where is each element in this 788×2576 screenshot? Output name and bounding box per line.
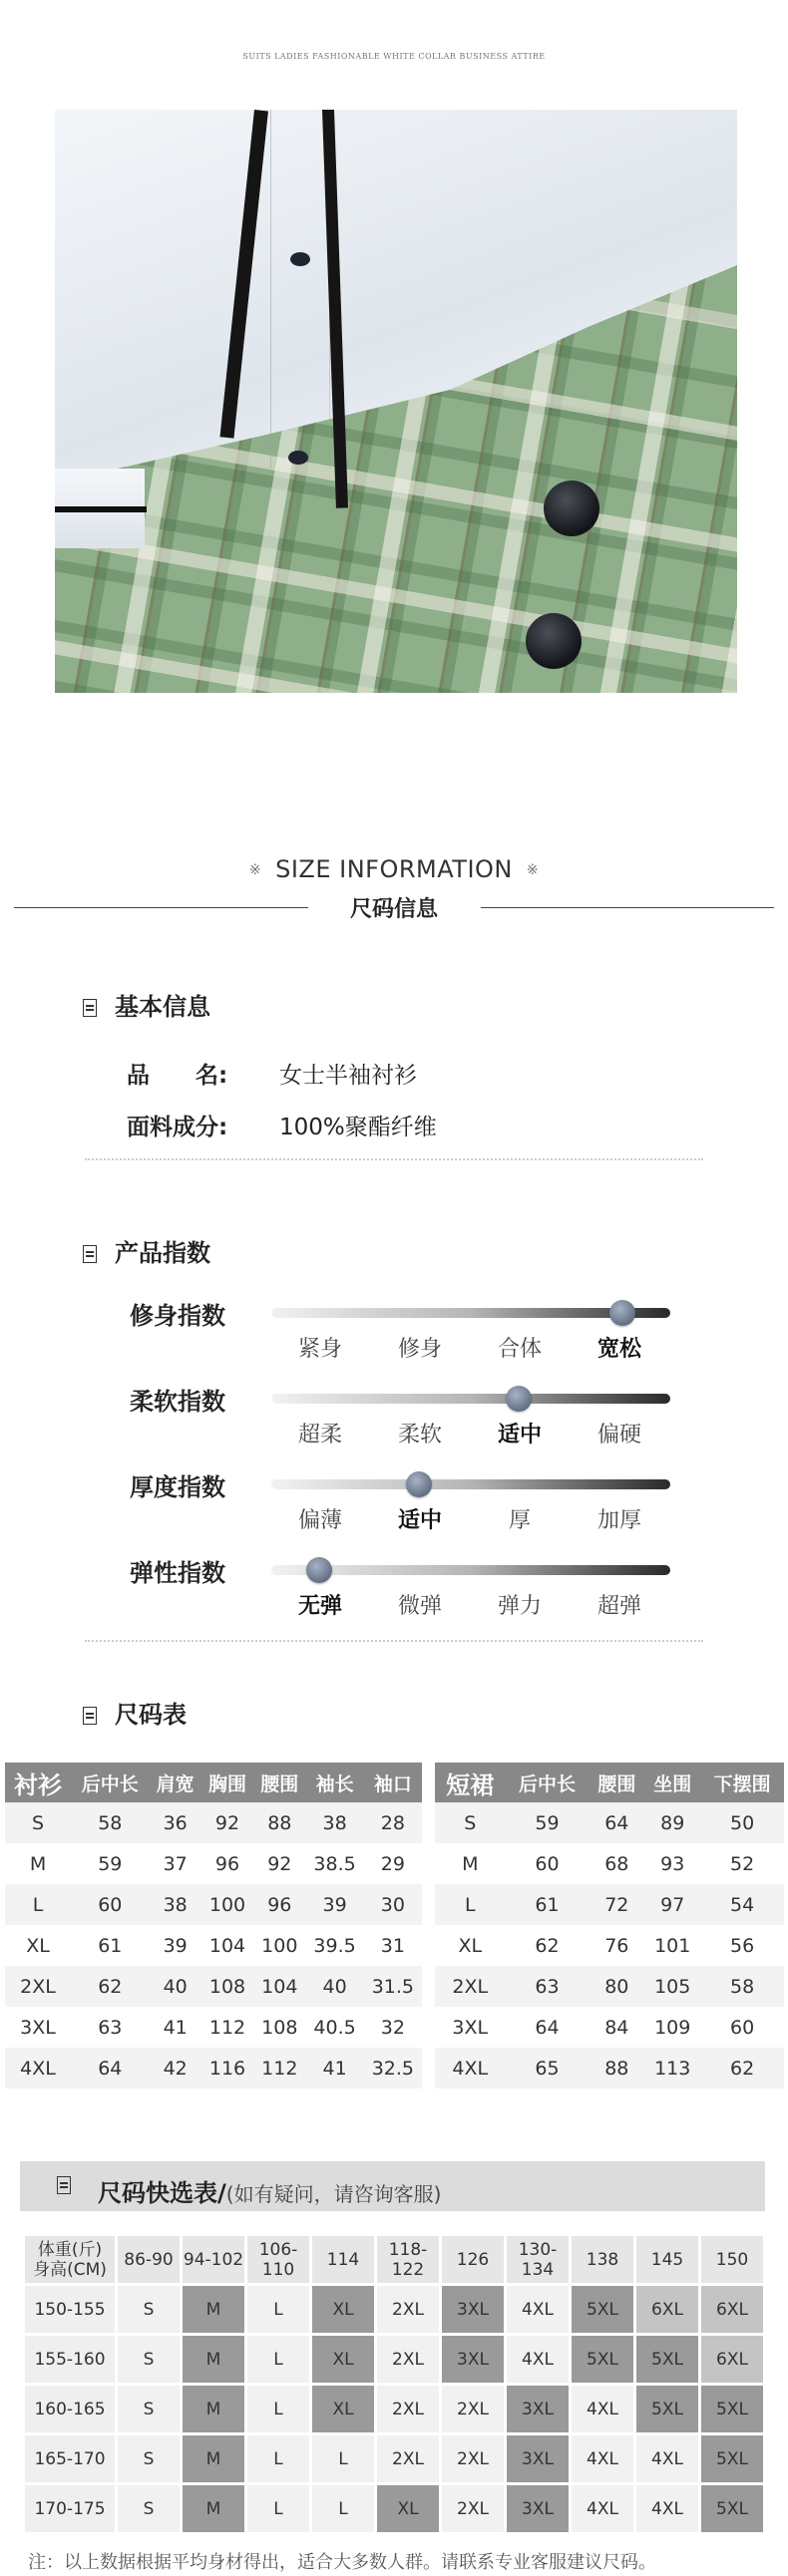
- measure-cell: 68: [589, 1843, 644, 1884]
- index-slider-knob: [306, 1557, 332, 1583]
- recommended-size-cell: 2XL: [377, 2336, 439, 2383]
- table-row: [435, 2048, 784, 2089]
- recommended-size-cell: 6XL: [701, 2336, 763, 2383]
- table-row: [435, 1966, 784, 2007]
- measure-cell: 108: [253, 2007, 305, 2048]
- size-cell: 4XL: [435, 2048, 506, 2089]
- recommended-size-cell: 2XL: [377, 2286, 439, 2333]
- recommended-size-cell: 3XL: [442, 2286, 504, 2333]
- measure-cell: 64: [589, 1802, 644, 1843]
- recommended-size-cell: 4XL: [572, 2435, 633, 2482]
- measure-cell: 39: [305, 1884, 363, 1925]
- table-row: [5, 1843, 422, 1884]
- recommended-size-cell: M: [183, 2336, 244, 2383]
- measure-cell: 28: [364, 1802, 422, 1843]
- measure-cell: 32.5: [364, 2048, 422, 2089]
- height-header: 160-165: [25, 2386, 115, 2432]
- size-cell: XL: [5, 1925, 71, 1966]
- measure-cell: 58: [700, 1966, 784, 2007]
- size-table-header: 腰围: [589, 1763, 644, 1802]
- index-label: 修身指数: [130, 1302, 225, 1330]
- shirt-button: [288, 451, 308, 465]
- size-table-header: 衬衫: [5, 1763, 71, 1802]
- product-photo: [55, 110, 737, 693]
- weight-header: 138: [572, 2236, 633, 2283]
- brand-slogan: SUITS LADIES FASHIONABLE WHITE COLLAR BUSINESS ATTIRE: [242, 52, 546, 61]
- measure-cell: 80: [589, 1966, 644, 2007]
- recommended-size-cell: 6XL: [701, 2286, 763, 2333]
- height-header: 155-160: [25, 2336, 115, 2383]
- recommended-size-cell: 3XL: [442, 2336, 504, 2383]
- recommended-size-cell: M: [183, 2286, 244, 2333]
- table-row: [435, 1843, 784, 1884]
- quick-table-corner: [25, 2236, 115, 2283]
- measure-cell: 109: [644, 2007, 700, 2048]
- recommended-size-cell: 4XL: [572, 2386, 633, 2432]
- measure-cell: 56: [700, 1925, 784, 1966]
- recommended-size-cell: 4XL: [507, 2336, 569, 2383]
- size-cell: XL: [435, 1925, 506, 1966]
- table-row: [25, 2286, 763, 2333]
- size-table-header: 肩宽: [150, 1763, 201, 1802]
- measure-cell: 50: [700, 1802, 784, 1843]
- measure-cell: 29: [364, 1843, 422, 1884]
- recommended-size-cell: 2XL: [442, 2485, 504, 2532]
- size-table-header: 袖长: [305, 1763, 363, 1802]
- measure-cell: 88: [589, 2048, 644, 2089]
- measure-cell: 31.5: [364, 1966, 422, 2007]
- index-tick-label: 加厚: [596, 1508, 641, 1533]
- measure-cell: 104: [201, 1925, 253, 1966]
- size-table-header: 坐围: [644, 1763, 700, 1802]
- recommended-size-cell: 4XL: [507, 2286, 569, 2333]
- shirt-button: [290, 252, 310, 266]
- table-row: [25, 2485, 763, 2532]
- info-value: 100%聚酯纤维: [279, 1115, 437, 1140]
- measure-cell: 100: [253, 1925, 305, 1966]
- measure-cell: 96: [253, 1884, 305, 1925]
- measure-cell: 60: [700, 2007, 784, 2048]
- recommended-size-cell: 3XL: [507, 2485, 569, 2532]
- index-tick-label: 紧身: [297, 1337, 342, 1362]
- measure-cell: 41: [305, 2048, 363, 2089]
- index-slider-knob: [406, 1471, 432, 1497]
- table-row: [5, 1966, 422, 2007]
- recommended-size-cell: S: [118, 2485, 180, 2532]
- shirt-placket: [270, 110, 330, 469]
- measure-cell: 54: [700, 1884, 784, 1925]
- skirt-size-table: [435, 1763, 784, 2089]
- weight-header: 130-134: [507, 2236, 569, 2283]
- table-row: [435, 1925, 784, 1966]
- quick-select-title: 尺码快选表/(如有疑问，请咨询客服): [98, 2179, 442, 2207]
- height-header: 165-170: [25, 2435, 115, 2482]
- measure-cell: 63: [506, 1966, 590, 2007]
- weight-header: 94-102: [183, 2236, 244, 2283]
- dotted-divider: [85, 1640, 703, 1642]
- measure-cell: 31: [364, 1925, 422, 1966]
- recommended-size-cell: S: [118, 2286, 180, 2333]
- index-label: 柔软指数: [130, 1388, 225, 1416]
- recommended-size-cell: 5XL: [636, 2336, 698, 2383]
- table-row: [5, 1802, 422, 1843]
- measure-cell: 41: [150, 2007, 201, 2048]
- recommended-size-cell: 5XL: [636, 2386, 698, 2432]
- recommended-size-cell: S: [118, 2386, 180, 2432]
- table-row: [5, 2007, 422, 2048]
- document-icon: [83, 1707, 97, 1725]
- table-row: [435, 1802, 784, 1843]
- index-label: 弹性指数: [130, 1559, 225, 1587]
- measure-cell: 116: [201, 2048, 253, 2089]
- measure-cell: 88: [253, 1802, 305, 1843]
- measure-cell: 65: [506, 2048, 590, 2089]
- table-row: [435, 2007, 784, 2048]
- star-ornament: ※: [248, 862, 262, 878]
- index-label: 厚度指数: [130, 1473, 225, 1501]
- recommended-size-cell: 2XL: [377, 2435, 439, 2482]
- recommended-size-cell: 3XL: [507, 2435, 569, 2482]
- weight-header: 118-122: [377, 2236, 439, 2283]
- measure-cell: 93: [644, 1843, 700, 1884]
- table-row: [5, 2048, 422, 2089]
- skirt-button: [526, 613, 582, 669]
- index-tick-label: 超弹: [596, 1594, 641, 1619]
- table-row: [5, 1884, 422, 1925]
- measure-cell: 104: [253, 1966, 305, 2007]
- recommended-size-cell: L: [247, 2386, 309, 2432]
- measure-cell: 92: [253, 1843, 305, 1884]
- weight-header: 86-90: [118, 2236, 180, 2283]
- measure-cell: 60: [506, 1843, 590, 1884]
- index-slider-track: [271, 1394, 670, 1404]
- quick-select-note: (如有疑问，请咨询客服): [225, 2182, 442, 2206]
- product-index-heading: 产品指数: [83, 1233, 210, 1268]
- measure-cell: 97: [644, 1884, 700, 1925]
- height-header: 170-175: [25, 2485, 115, 2532]
- measure-cell: 61: [506, 1884, 590, 1925]
- recommended-size-cell: 4XL: [636, 2435, 698, 2482]
- measure-cell: 37: [150, 1843, 201, 1884]
- size-cell: 3XL: [5, 2007, 71, 2048]
- recommended-size-cell: XL: [312, 2286, 374, 2333]
- measure-cell: 40: [150, 1966, 201, 2007]
- recommended-size-cell: 4XL: [572, 2485, 633, 2532]
- index-tick-label: 柔软: [397, 1423, 442, 1448]
- recommended-size-cell: L: [247, 2336, 309, 2383]
- measure-cell: 112: [253, 2048, 305, 2089]
- size-cell: 2XL: [435, 1966, 506, 2007]
- recommended-size-cell: 5XL: [701, 2435, 763, 2482]
- measure-cell: 30: [364, 1884, 422, 1925]
- measure-cell: 58: [71, 1802, 149, 1843]
- measure-cell: 59: [71, 1843, 149, 1884]
- recommended-size-cell: 4XL: [636, 2485, 698, 2532]
- recommended-size-cell: 6XL: [636, 2286, 698, 2333]
- size-table-header: 下摆围: [700, 1763, 784, 1802]
- index-tick-label: 偏薄: [297, 1508, 342, 1533]
- info-label: 品 名:: [127, 1063, 228, 1089]
- size-cell: 4XL: [5, 2048, 71, 2089]
- measure-cell: 96: [201, 1843, 253, 1884]
- document-icon: [57, 2176, 71, 2194]
- height-header: 150-155: [25, 2286, 115, 2333]
- weight-header: 106-110: [247, 2236, 309, 2283]
- recommended-size-cell: M: [183, 2386, 244, 2432]
- measure-cell: 38.5: [305, 1843, 363, 1884]
- index-tick-label: 宽松: [596, 1337, 641, 1362]
- recommended-size-cell: L: [247, 2435, 309, 2482]
- measure-cell: 105: [644, 1966, 700, 2007]
- skirt-button: [544, 481, 599, 536]
- table-row: [435, 1884, 784, 1925]
- index-tick-label: 修身: [397, 1337, 442, 1362]
- recommended-size-cell: M: [183, 2485, 244, 2532]
- measure-cell: 72: [589, 1884, 644, 1925]
- measure-cell: 92: [201, 1802, 253, 1843]
- measure-cell: 89: [644, 1802, 700, 1843]
- size-information-subtitle: 尺码信息: [349, 897, 438, 922]
- measure-cell: 62: [700, 2048, 784, 2089]
- measure-cell: 59: [506, 1802, 590, 1843]
- index-tick-label: 厚: [508, 1508, 531, 1533]
- measure-cell: 64: [71, 2048, 149, 2089]
- size-information-title: SIZE INFORMATION: [275, 855, 513, 883]
- size-table-header: 后中长: [506, 1763, 590, 1802]
- document-icon: [83, 1245, 97, 1263]
- recommended-size-cell: 5XL: [572, 2336, 633, 2383]
- measure-cell: 76: [589, 1925, 644, 1966]
- table-row: [25, 2386, 763, 2432]
- index-tick-label: 适中: [397, 1508, 442, 1533]
- measure-cell: 39.5: [305, 1925, 363, 1966]
- recommended-size-cell: 3XL: [507, 2386, 569, 2432]
- measure-cell: 62: [506, 1925, 590, 1966]
- measure-cell: 101: [644, 1925, 700, 1966]
- size-cell: M: [5, 1843, 71, 1884]
- measure-cell: 113: [644, 2048, 700, 2089]
- size-cell: 2XL: [5, 1966, 71, 2007]
- size-cell: S: [5, 1802, 71, 1843]
- size-cell: 3XL: [435, 2007, 506, 2048]
- measure-cell: 40.5: [305, 2007, 363, 2048]
- measure-cell: 32: [364, 2007, 422, 2048]
- index-tick-label: 微弹: [397, 1594, 442, 1619]
- index-tick-label: 无弹: [297, 1594, 342, 1619]
- index-tick-label: 弹力: [497, 1594, 542, 1619]
- index-tick-label: 适中: [497, 1423, 542, 1448]
- index-tick-label: 合体: [497, 1337, 542, 1362]
- footnote: 注：以上数据根据平均身材得出，适合大多数人群。请联系专业客服建议尺码。: [28, 2552, 656, 2573]
- measure-cell: 108: [201, 1966, 253, 2007]
- star-ornament: ※: [526, 862, 540, 878]
- size-table-header: 胸围: [201, 1763, 253, 1802]
- size-information-heading: [0, 855, 788, 883]
- table-row: [25, 2336, 763, 2383]
- size-table-header: 后中长: [71, 1763, 149, 1802]
- recommended-size-cell: S: [118, 2336, 180, 2383]
- recommended-size-cell: XL: [377, 2485, 439, 2532]
- index-slider-track: [271, 1479, 670, 1489]
- measure-cell: 39: [150, 1925, 201, 1966]
- index-slider-knob: [609, 1300, 635, 1326]
- measure-cell: 63: [71, 2007, 149, 2048]
- height-axis-label: 身高(CM): [33, 2259, 107, 2280]
- recommended-size-cell: 2XL: [377, 2386, 439, 2432]
- weight-axis-label: 体重(斤): [37, 2239, 103, 2260]
- recommended-size-cell: 5XL: [701, 2386, 763, 2432]
- size-table-header: 腰围: [253, 1763, 305, 1802]
- size-chart-heading: 尺码表: [83, 1695, 187, 1730]
- quick-select-table: [22, 2233, 766, 2535]
- document-icon: [83, 999, 97, 1017]
- measure-cell: 60: [71, 1884, 149, 1925]
- measure-cell: 42: [150, 2048, 201, 2089]
- table-row: [5, 1925, 422, 1966]
- recommended-size-cell: 5XL: [701, 2485, 763, 2532]
- sleeve-cuff-trim: [55, 506, 147, 512]
- measure-cell: 112: [201, 2007, 253, 2048]
- measure-cell: 40: [305, 1966, 363, 2007]
- recommended-size-cell: M: [183, 2435, 244, 2482]
- recommended-size-cell: L: [312, 2435, 374, 2482]
- size-table-header: 袖口: [364, 1763, 422, 1802]
- recommended-size-cell: S: [118, 2435, 180, 2482]
- measure-cell: 100: [201, 1884, 253, 1925]
- recommended-size-cell: XL: [312, 2336, 374, 2383]
- index-tick-label: 偏硬: [596, 1423, 641, 1448]
- measure-cell: 64: [506, 2007, 590, 2048]
- recommended-size-cell: XL: [312, 2386, 374, 2432]
- basic-info-heading: 基本信息: [83, 987, 210, 1022]
- shirt-size-table: [5, 1763, 422, 2089]
- measure-cell: 52: [700, 1843, 784, 1884]
- weight-header: 145: [636, 2236, 698, 2283]
- size-table-header: 短裙: [435, 1763, 506, 1802]
- weight-header: 114: [312, 2236, 374, 2283]
- table-row: [25, 2435, 763, 2482]
- index-slider-knob: [506, 1386, 532, 1412]
- info-value: 女士半袖衬衫: [279, 1063, 417, 1089]
- measure-cell: 38: [150, 1884, 201, 1925]
- size-cell: L: [435, 1884, 506, 1925]
- weight-header: 150: [701, 2236, 763, 2283]
- recommended-size-cell: 5XL: [572, 2286, 633, 2333]
- measure-cell: 61: [71, 1925, 149, 1966]
- dotted-divider: [85, 1158, 703, 1160]
- recommended-size-cell: 2XL: [442, 2386, 504, 2432]
- size-cell: M: [435, 1843, 506, 1884]
- recommended-size-cell: L: [247, 2286, 309, 2333]
- weight-header: 126: [442, 2236, 504, 2283]
- measure-cell: 84: [589, 2007, 644, 2048]
- info-label: 面料成分:: [127, 1115, 228, 1140]
- size-cell: L: [5, 1884, 71, 1925]
- recommended-size-cell: 2XL: [442, 2435, 504, 2482]
- measure-cell: 62: [71, 1966, 149, 2007]
- index-tick-label: 超柔: [297, 1423, 342, 1448]
- size-cell: S: [435, 1802, 506, 1843]
- recommended-size-cell: L: [312, 2485, 374, 2532]
- measure-cell: 36: [150, 1802, 201, 1843]
- measure-cell: 38: [305, 1802, 363, 1843]
- recommended-size-cell: L: [247, 2485, 309, 2532]
